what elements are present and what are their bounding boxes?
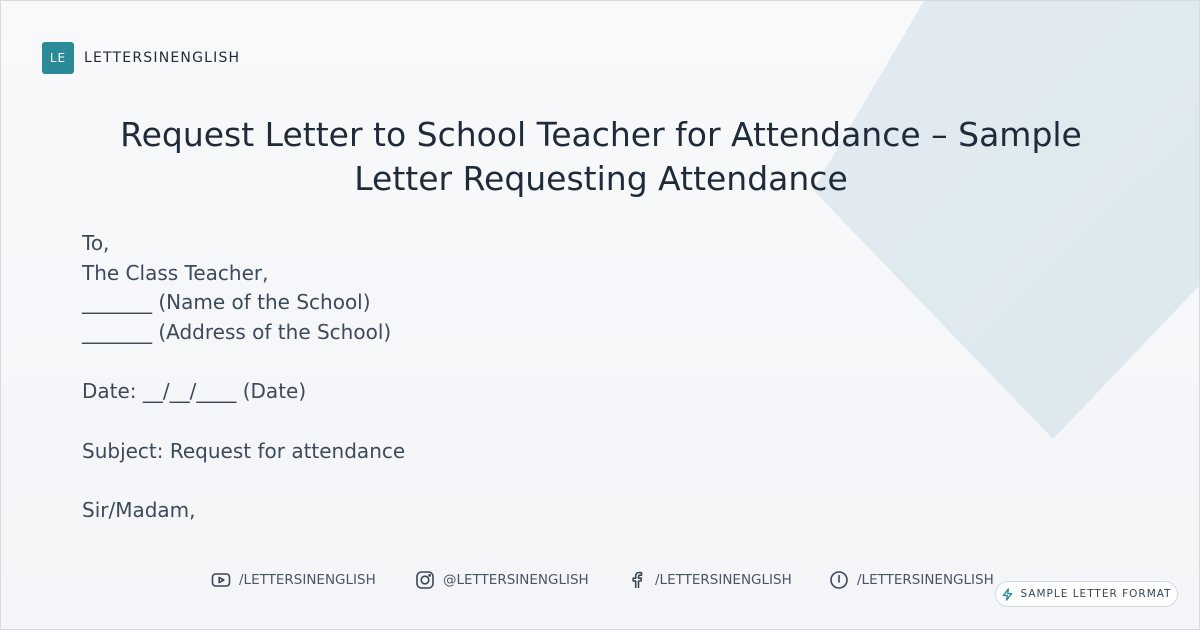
- brand-logo: LE: [42, 42, 74, 74]
- sample-letter-format-badge[interactable]: [995, 581, 1178, 607]
- social-label: @LETTERSINENGLISH: [443, 572, 589, 588]
- letter-subject-line: Subject: Request for attendance: [82, 438, 406, 463]
- letter-school-name-line: _______ (Name of the School): [82, 290, 371, 315]
- letter-spacer: [82, 348, 782, 378]
- letter-school-address-line: _______ (Address of the School): [82, 320, 392, 345]
- pinterest-icon: [829, 570, 849, 590]
- facebook-icon: [627, 570, 647, 590]
- letter-recipient-line: The Class Teacher,: [82, 260, 269, 285]
- instagram-icon: [415, 570, 435, 590]
- letter-greeting-line: Sir/Madam,: [82, 498, 196, 523]
- youtube-icon: [211, 570, 231, 590]
- background-diamond-decoration: [813, 1, 1199, 439]
- page-title: Request Letter to School Teacher for Attendance – Sample Letter Requesting Attendance: [120, 115, 1082, 198]
- social-label: /LETTERSINENGLISH: [239, 572, 376, 588]
- social-label: /LETTERSINENGLISH: [655, 572, 792, 588]
- letter-body: [82, 229, 782, 526]
- social-links: [211, 568, 994, 592]
- social-label: /LETTERSINENGLISH: [857, 572, 994, 588]
- letter-to-line: To,: [82, 231, 110, 255]
- letter-date-line: Date: __/__/____ (Date): [82, 379, 307, 404]
- social-link-youtube[interactable]: [211, 568, 415, 592]
- letter-spacer: [82, 467, 782, 497]
- badge-label: SAMPLE LETTER FORMAT: [1020, 588, 1172, 600]
- brand-header[interactable]: [42, 42, 240, 74]
- social-link-instagram[interactable]: [415, 568, 627, 592]
- social-link-facebook[interactable]: [627, 568, 829, 592]
- letter-spacer: [82, 407, 782, 437]
- lightning-icon: [1001, 588, 1014, 601]
- brand-name: LETTERSINENGLISH: [84, 50, 241, 66]
- social-link-pinterest[interactable]: [829, 568, 994, 592]
